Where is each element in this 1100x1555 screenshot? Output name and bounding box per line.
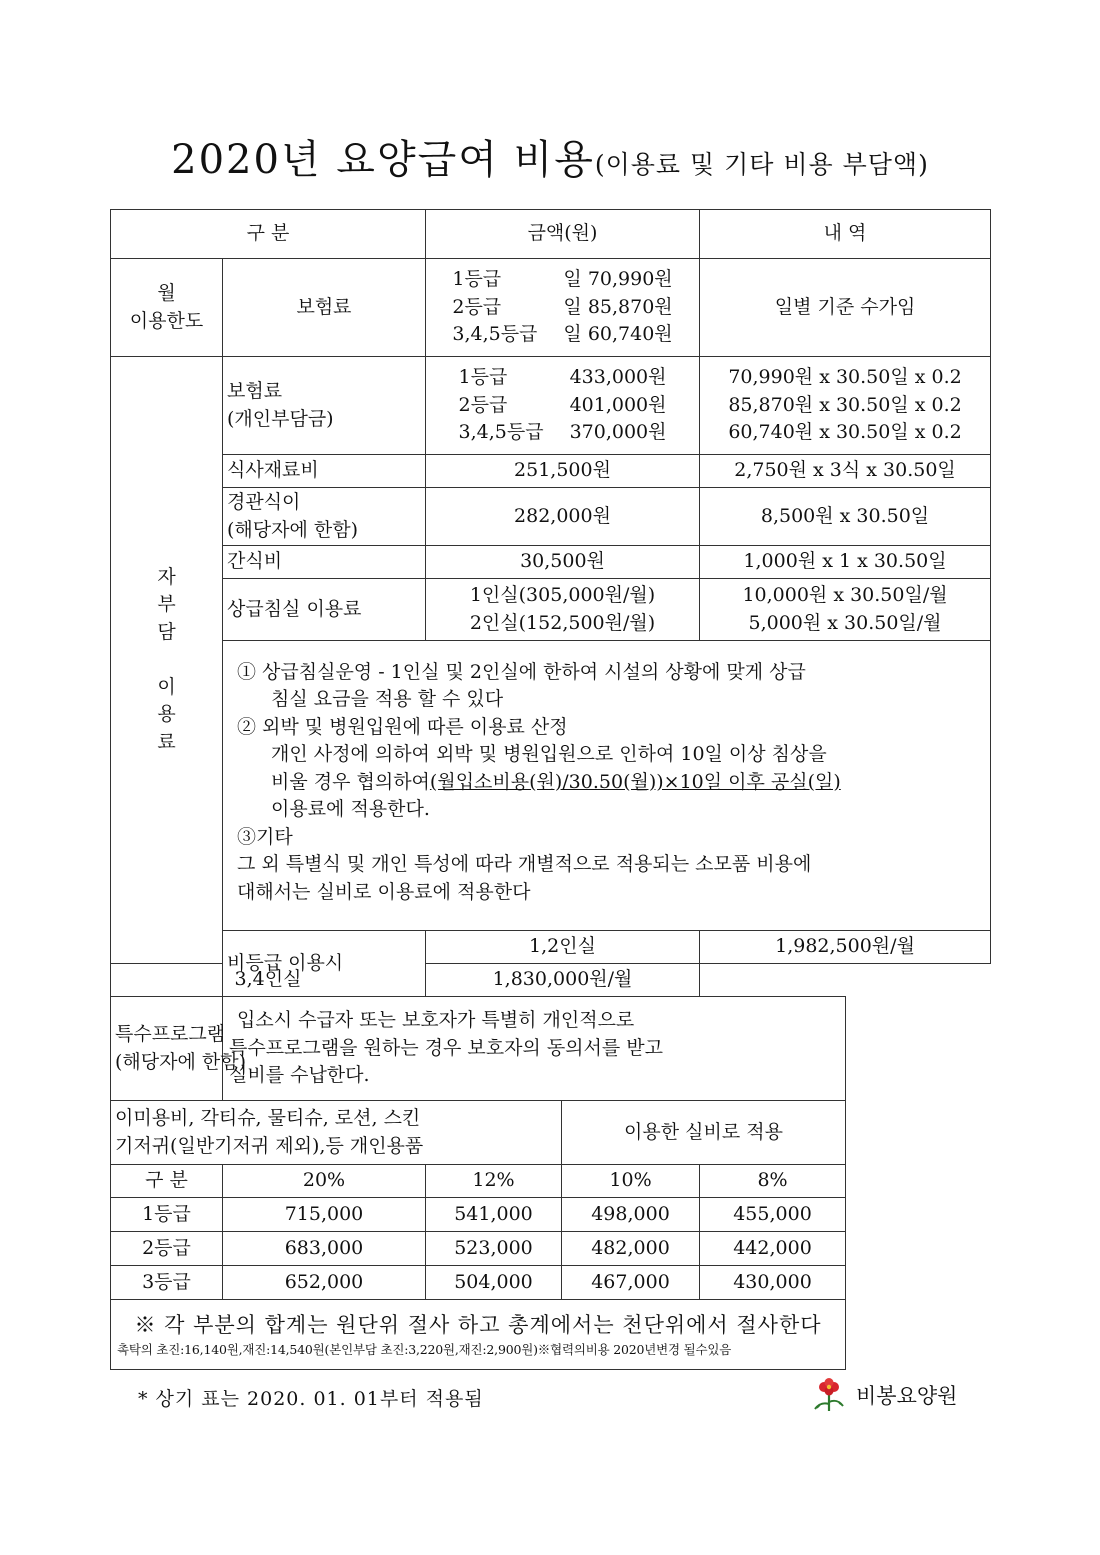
non-grade-row-1 <box>111 931 991 964</box>
special-desc: 입소시 수급자 또는 보호자가 특별히 개인적으로 특수프로그램을 원하는 경우 보호자의 동의서를 받고 실비를 수납한다. <box>223 997 846 1101</box>
meal-row <box>111 455 991 488</box>
organization <box>812 1378 957 1412</box>
rate-header-row <box>111 1165 991 1198</box>
notes-text: ① 상급침실운영 - 1인실 및 2인실에 한하여 시설의 상황에 맞게 상급 침실 요금을 적용 할 수 있다 ② 외박 및 병원입원에 따른 이용료 산정 개인 사정에 의하여 외박 및 병원입원으로 인하여 10일 이상 침상을 비울 경우 협의하여(월입소비용(원)/30.50(월))×10일 이후 공실(일) 이용료에 적용한다. ③기타 그 외 특별식 및 개인 특성에 따라 개별적으로 적용되는 소모품 비용에 대해서는 실비로 이용료에 적용한다 <box>223 641 991 931</box>
snack-details: 1,000원 x 1 x 30.50일 <box>700 546 991 579</box>
title-main: 2020년 요양급여 비용 <box>171 137 595 183</box>
non-grade-fee-1: 1,982,500원/월 <box>700 931 991 964</box>
special-row <box>111 997 991 1101</box>
table-header-row <box>111 210 991 259</box>
page-title <box>0 128 1100 185</box>
non-grade-label: 비등급 이용시 <box>223 931 426 997</box>
tube-amount: 282,000원 <box>426 488 700 546</box>
snack-amount: 30,500원 <box>426 546 700 579</box>
room-details: 10,000원 x 30.50일/월 5,000원 x 30.50일/월 <box>700 579 991 641</box>
footnote-cell <box>111 1300 846 1370</box>
meal-details: 2,750원 x 3식 x 30.50일 <box>700 455 991 488</box>
rate-header-20: 20% <box>223 1165 426 1198</box>
personal-details: 이용한 실비로 적용 <box>562 1101 846 1165</box>
premium-details: 70,990원 x 30.50일 x 0.2 85,870원 x 30.50일 x 0.2 60,740원 x 30.50일 x 0.2 <box>700 357 991 455</box>
notes-row <box>111 641 991 931</box>
org-name: 비봉요양원 <box>856 1384 958 1408</box>
header-details: 내 역 <box>700 210 991 259</box>
snack-label: 간식비 <box>223 546 426 579</box>
self-pay-label: 자 부 담 이 용 료 <box>111 357 223 964</box>
premium-grades: 1등급 433,000원 2등급 401,000원 3,4,5등급 370,000원 <box>426 357 700 455</box>
premium-label: 보험료 (개인부담금) <box>223 357 426 455</box>
rate-header-12: 12% <box>426 1165 562 1198</box>
table-row: 2등급 683,000 523,000 482,000 442,000 <box>111 1232 991 1266</box>
meal-label: 식사재료비 <box>223 455 426 488</box>
premium-row <box>111 357 991 455</box>
non-grade-fee-2: 1,830,000원/월 <box>426 964 700 997</box>
tube-details: 8,500원 x 30.50일 <box>700 488 991 546</box>
rate-header-10: 10% <box>562 1165 700 1198</box>
monthly-limit-label: 월 이용한도 <box>111 259 223 357</box>
applied-note: * 상기 표는 2020. 01. 01부터 적용됨 <box>138 1388 484 1410</box>
monthly-limit-row <box>111 259 991 357</box>
rate-header-category: 구 분 <box>111 1165 223 1198</box>
title-sub: (이용료 및 기타 비용 부담액) <box>594 150 929 179</box>
footnote-small: 촉탁의 초진:16,140원,재진:14,540원(본인부담 초진:3,220원,재진:2,900원)※협력의비용 2020년변경 될수있음 <box>117 1341 732 1357</box>
footnote-row <box>111 1300 991 1370</box>
room-amounts: 1인실(305,000원/월) 2인실(152,500원/월) <box>426 579 700 641</box>
personal-label: 이미용비, 각티슈, 물티슈, 로션, 스킨 기저귀(일반기저귀 제외),등 개인용품 <box>111 1101 562 1165</box>
flower-logo-icon <box>812 1378 846 1412</box>
table-row: 1등급 715,000 541,000 498,000 455,000 <box>111 1198 991 1232</box>
meal-amount: 251,500원 <box>426 455 700 488</box>
tube-label: 경관식이 (해당자에 한함) <box>223 488 426 546</box>
non-grade-room-2: 3,4인실 <box>111 964 426 997</box>
table-row: 3등급 652,000 504,000 467,000 430,000 <box>111 1266 991 1300</box>
personal-row <box>111 1101 991 1165</box>
header-amount: 금액(원) <box>426 210 700 259</box>
fee-table <box>110 209 991 1370</box>
monthly-limit-grades: 1등급 일 70,990원 2등급 일 85,870원 3,4,5등급 일 60,740원 <box>426 259 700 357</box>
snack-row <box>111 546 991 579</box>
room-label: 상급침실 이용료 <box>223 579 426 641</box>
monthly-limit-item: 보험료 <box>223 259 426 357</box>
rate-header-8: 8% <box>700 1165 846 1198</box>
special-label: 특수프로그램 (해당자에 한함) <box>111 997 223 1101</box>
non-grade-room-1: 1,2인실 <box>426 931 700 964</box>
monthly-limit-details: 일별 기준 수가임 <box>700 259 991 357</box>
footnote: ※ 각 부분의 합계는 원단위 절사 하고 총계에서는 천단위에서 절사한다 <box>134 1313 822 1338</box>
header-category: 구 분 <box>111 210 426 259</box>
tube-row <box>111 488 991 546</box>
room-row <box>111 579 991 641</box>
non-grade-row-2 <box>111 964 991 997</box>
